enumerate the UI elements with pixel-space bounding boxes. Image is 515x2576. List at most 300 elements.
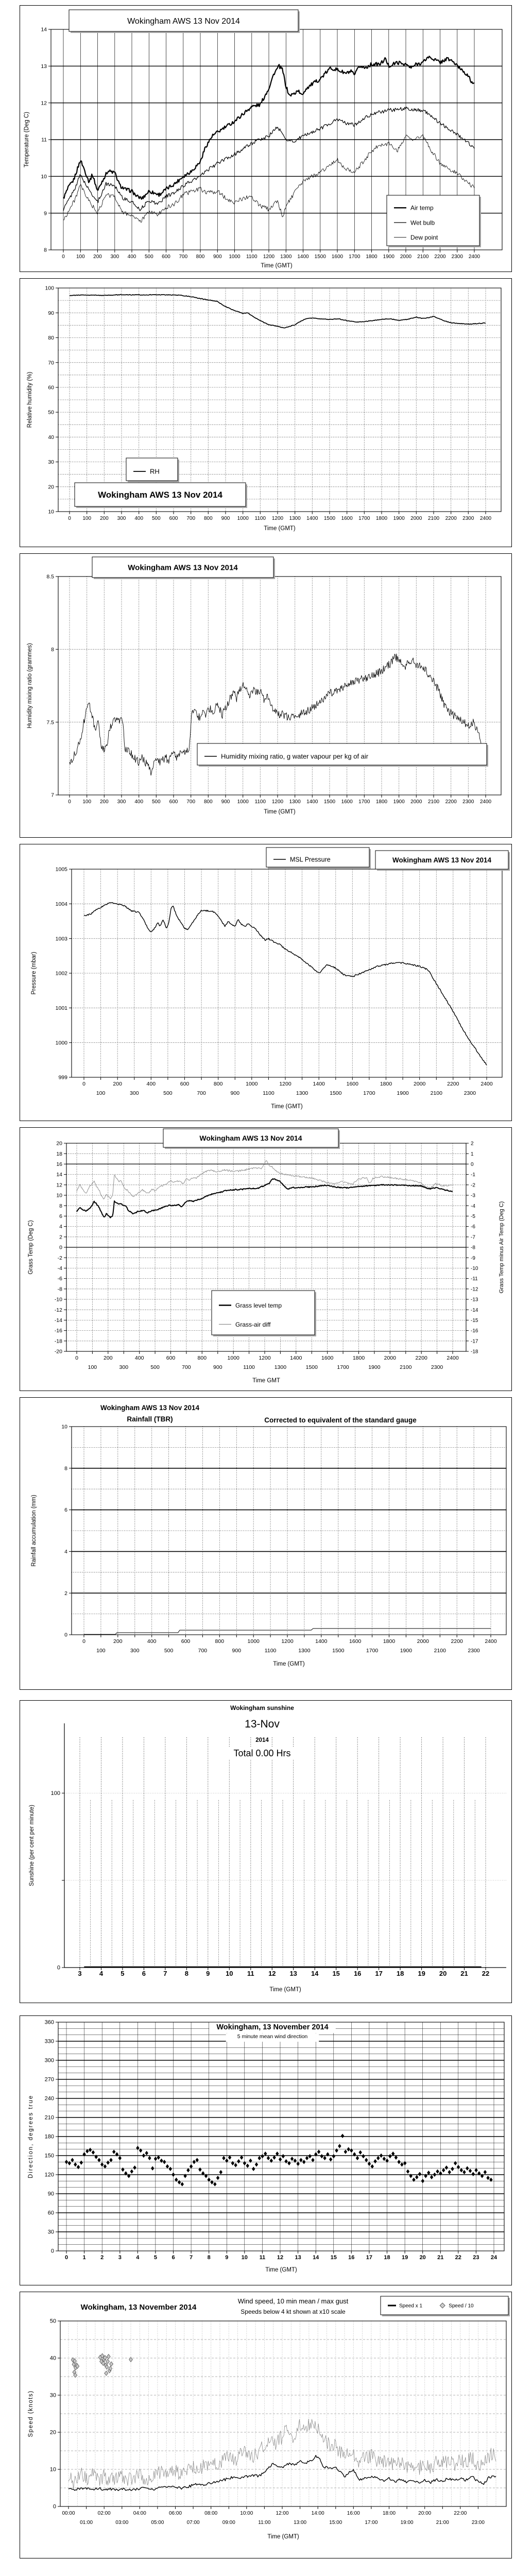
y-tick-label: 40 — [48, 434, 54, 440]
x-tick-label: 14:00 — [311, 2511, 324, 2516]
x-tick-label: 1300 — [280, 254, 292, 260]
x-tick-label: 1600 — [331, 254, 344, 260]
y-tick-label: 9 — [44, 210, 47, 217]
x-tick-label: 900 — [213, 254, 222, 260]
x-tick-label: 400 — [134, 516, 144, 521]
x-tick-label: 1500 — [314, 254, 326, 260]
y-axis-title: Grass Temp (Deg C) — [28, 1220, 34, 1275]
chart-text: 2014 — [255, 1737, 269, 1743]
axes — [28, 2020, 504, 2273]
chart-text: Wokingham, 13 November 2014 — [216, 2023, 329, 2031]
x-tick-label: 2300 — [451, 254, 463, 260]
y2-tick-label: 2 — [471, 1141, 474, 1147]
x-tick-label: 17 — [366, 2255, 373, 2261]
x-tick-label: 08:00 — [204, 2511, 218, 2516]
chart-text: 5 minute mean wind direction — [237, 2033, 308, 2040]
y-tick-label: 270 — [44, 2076, 54, 2083]
x-tick-label: 800 — [197, 1355, 207, 1361]
x-tick-label: 900 — [221, 799, 230, 805]
y-tick-label: 6 — [59, 1213, 62, 1219]
y-tick-label: 60 — [48, 384, 54, 391]
x-tick-label: 0 — [64, 2255, 68, 2261]
y-tick-label: -8 — [57, 1286, 62, 1293]
chart-title-box — [75, 483, 247, 508]
x-tick-label: 1900 — [368, 1364, 381, 1370]
x-tick-label: 2200 — [445, 799, 457, 805]
legend-label: Humidity mixing ratio, g water vapour per kg of air — [221, 752, 369, 760]
x-tick-label: 22 — [455, 2255, 461, 2261]
chart-title: Wokingham AWS 13 Nov 2014 — [127, 16, 240, 26]
x-tick-label: 5 — [121, 1970, 125, 1977]
grass-temperature-chart — [20, 1128, 511, 1391]
y-tick-label: 0 — [57, 1964, 60, 1971]
x-tick-label: 2000 — [400, 254, 412, 260]
x-tick-label: 300 — [119, 1364, 129, 1370]
y-tick-label: 12 — [41, 100, 47, 107]
rainfall-chart — [20, 1398, 511, 1689]
series — [65, 2134, 492, 2186]
x-tick-label: 400 — [147, 1638, 157, 1645]
x-tick-label: 4 — [136, 2255, 140, 2261]
x-tick-label: 10 — [241, 2255, 248, 2261]
x-tick-label: 1000 — [247, 1638, 260, 1645]
x-tick-label: 19:00 — [400, 2520, 414, 2526]
humidity-mixing-ratio-chart — [20, 554, 511, 837]
x-tick-label: 1400 — [306, 516, 318, 521]
x-tick-label: 700 — [182, 1364, 191, 1370]
x-tick-label: 800 — [196, 254, 205, 260]
chart-text: Speeds below 4 kt shown at x10 scale — [241, 2308, 346, 2315]
x-tick-label: 15 — [332, 1970, 340, 1977]
x-tick-label: 800 — [213, 1081, 223, 1087]
y-tick-label: 4 — [64, 1549, 67, 1555]
x-tick-label: 1800 — [380, 1081, 392, 1087]
y-tick-label: 8 — [64, 1465, 67, 1472]
x-tick-label: 10:00 — [240, 2511, 253, 2516]
x-tick-label: 1000 — [229, 254, 241, 260]
chart-text: 13-Nov — [245, 1718, 280, 1730]
x-tick-label: 200 — [104, 1355, 113, 1361]
x-tick-label: 0 — [62, 254, 65, 260]
x-tick-label: 1900 — [393, 516, 405, 521]
x-tick-label: 300 — [110, 254, 119, 260]
x-tick-label: 9 — [206, 1970, 210, 1977]
x-tick-label: 4 — [99, 1970, 104, 1977]
y-tick-label: 11 — [41, 137, 47, 143]
chart-text: Total 0.00 Hrs — [233, 1748, 291, 1758]
y-tick-label: 13 — [41, 63, 47, 70]
chart-title-box — [92, 557, 275, 579]
x-tick-label: 1000 — [237, 516, 249, 521]
x-tick-label: 200 — [113, 1081, 122, 1087]
x-tick-label: 11:00 — [258, 2520, 271, 2526]
x-tick-label: 17 — [375, 1970, 383, 1977]
x-tick-label: 500 — [151, 516, 161, 521]
x-tick-label: 0 — [68, 516, 71, 521]
x-tick-label: 12:00 — [276, 2511, 289, 2516]
y-tick-label: -6 — [57, 1276, 62, 1282]
y-tick-label: 20 — [49, 2429, 56, 2436]
chart-text: Wokingham sunshine — [230, 1704, 294, 1711]
x-tick-label: 2100 — [434, 1648, 446, 1654]
x-tick-label: 5 — [153, 2255, 157, 2261]
y-tick-label: 1001 — [55, 1005, 67, 1011]
y2-tick-label: -6 — [471, 1224, 475, 1230]
legend — [381, 2296, 510, 2316]
x-tick-label: 05:00 — [151, 2520, 164, 2526]
x-tick-label: 10 — [226, 1970, 233, 1977]
y2-tick-label: -7 — [471, 1234, 475, 1241]
x-tick-label: 800 — [203, 516, 213, 521]
y-tick-label: 150 — [44, 2153, 54, 2159]
chart-title: Wokingham AWS 13 Nov 2014 — [128, 563, 238, 572]
x-tick-label: 1400 — [297, 254, 309, 260]
x-tick-label: 1200 — [259, 1355, 271, 1361]
x-tick-label: 1000 — [246, 1081, 258, 1087]
x-tick-label: 1500 — [323, 799, 336, 805]
y-tick-label: 360 — [44, 2019, 54, 2026]
x-tick-label: 800 — [203, 799, 213, 805]
x-tick-label: 2400 — [480, 1081, 493, 1087]
y-tick-label: -20 — [54, 1348, 62, 1355]
y-tick-label: -4 — [57, 1265, 62, 1272]
x-tick-label: 900 — [230, 1090, 240, 1096]
y2-tick-label: -5 — [471, 1214, 475, 1219]
x-tick-label: 700 — [198, 1648, 208, 1654]
y-tick-label: 240 — [44, 2095, 54, 2102]
x-tick-label: 300 — [117, 516, 126, 521]
x-tick-label: 6 — [171, 2255, 175, 2261]
x-tick-label: 600 — [180, 1081, 190, 1087]
wind-speed-chart-panel — [20, 2292, 512, 2558]
x-tick-label: 500 — [164, 1648, 174, 1654]
x-tick-label: 1700 — [337, 1364, 349, 1370]
y-tick-label: 10 — [56, 1192, 62, 1199]
x-tick-label: 6 — [142, 1970, 146, 1977]
rainfall-chart-panel — [20, 1397, 512, 1690]
y-tick-label: 80 — [48, 335, 54, 341]
gridlines — [72, 1427, 506, 1635]
x-axis-title: Time GMT — [252, 1378, 280, 1384]
y-tick-label: -10 — [54, 1296, 62, 1303]
y-tick-label: 0 — [53, 2503, 56, 2510]
x-tick-label: 600 — [169, 516, 178, 521]
x-tick-label: 400 — [134, 799, 144, 805]
axes — [28, 2318, 506, 2540]
x-tick-label: 700 — [186, 516, 196, 521]
x-tick-label: 3 — [78, 1970, 82, 1977]
y-tick-label: 330 — [44, 2038, 54, 2045]
chart-text: Wokingham AWS 13 Nov 2014 — [100, 1404, 200, 1412]
x-tick-label: 1000 — [227, 1355, 239, 1361]
x-tick-label: 8 — [184, 1970, 189, 1977]
legend-label: MSL Pressure — [290, 856, 331, 863]
x-tick-label: 12 — [268, 1970, 276, 1977]
x-tick-label: 800 — [215, 1638, 225, 1645]
x-tick-label: 2200 — [445, 516, 457, 521]
x-tick-label: 1300 — [289, 799, 301, 805]
wind-direction-chart-panel — [20, 2015, 512, 2285]
x-tick-label: 03:00 — [115, 2520, 129, 2526]
y2-tick-label: -4 — [471, 1203, 475, 1209]
msl-pressure-chart — [20, 844, 511, 1121]
y-axis-title: Humidity mixing ratio (grammes) — [27, 643, 33, 728]
x-tick-label: 1700 — [358, 799, 370, 805]
y-tick-label: 18 — [56, 1150, 62, 1157]
y-tick-label: 14 — [56, 1172, 62, 1178]
x-tick-label: 01:00 — [80, 2520, 93, 2526]
y2-tick-label: -16 — [471, 1328, 478, 1334]
x-tick-label: 20 — [439, 1970, 447, 1977]
y-axis-title: Direction, degrees true — [28, 2094, 34, 2179]
x-tick-label: 1400 — [290, 1355, 302, 1361]
x-tick-label: 1700 — [363, 1090, 375, 1096]
x-tick-label: 1300 — [296, 1090, 308, 1096]
y-tick-label: 7 — [51, 792, 54, 799]
x-tick-label: 11 — [259, 2255, 266, 2261]
legend — [126, 458, 179, 482]
y-tick-label: 60 — [47, 2210, 54, 2216]
y-tick-label: 300 — [44, 2057, 54, 2064]
x-tick-label: 700 — [179, 254, 188, 260]
y2-tick-label: -18 — [471, 1349, 478, 1355]
y-tick-label: 10 — [41, 173, 47, 180]
y-tick-label: 4 — [59, 1224, 62, 1230]
relative-humidity-chart-panel — [20, 278, 512, 547]
x-tick-label: 200 — [99, 516, 109, 521]
x-tick-label: 16 — [353, 1970, 362, 1977]
x-tick-label: 100 — [82, 799, 92, 805]
chart-title-box — [69, 10, 300, 33]
y-tick-label: 1000 — [55, 1040, 67, 1046]
x-tick-label: 7 — [190, 2255, 193, 2261]
x-tick-label: 2400 — [485, 1638, 497, 1645]
y-tick-label: 100 — [45, 285, 54, 292]
max-gust-line — [68, 2419, 496, 2489]
y-tick-label: 20 — [48, 484, 54, 490]
x-tick-label: 15 — [330, 2255, 337, 2261]
x-tick-label: 2000 — [384, 1355, 396, 1361]
legend — [197, 743, 488, 767]
x-tick-label: 0 — [75, 1355, 78, 1361]
x-tick-label: 400 — [127, 254, 136, 260]
y-tick-label: 8 — [59, 1202, 62, 1209]
y-tick-label: -14 — [54, 1317, 62, 1324]
x-tick-label: 1800 — [352, 1355, 365, 1361]
chart-text: Wokingham, 13 November 2014 — [80, 2303, 197, 2312]
y-tick-label: 180 — [44, 2133, 54, 2140]
x-tick-label: 1100 — [246, 254, 258, 260]
y-tick-label: 0 — [50, 2248, 54, 2255]
x-tick-label: 2100 — [430, 1090, 442, 1096]
x-tick-label: 2000 — [417, 1638, 429, 1645]
x-tick-label: 18 — [396, 1970, 404, 1977]
x-tick-label: 600 — [166, 1355, 176, 1361]
x-tick-label: 1400 — [315, 1638, 328, 1645]
y-tick-label: 16 — [56, 1161, 62, 1167]
y-tick-label: 70 — [48, 360, 54, 366]
y2-tick-label: 1 — [471, 1151, 474, 1157]
x-tick-label: 1600 — [346, 1081, 358, 1087]
x-tick-label: 300 — [130, 1090, 139, 1096]
x-tick-label: 900 — [221, 516, 230, 521]
x-tick-label: 400 — [134, 1355, 144, 1361]
wind-speed-chart — [20, 2292, 511, 2558]
y2-tick-label: -1 — [471, 1172, 475, 1178]
x-tick-label: 17:00 — [365, 2520, 378, 2526]
x-tick-label: 200 — [93, 254, 102, 260]
x-tick-label: 1500 — [330, 1090, 342, 1096]
y2-tick-label: -15 — [471, 1318, 478, 1324]
x-tick-label: 14 — [311, 1970, 319, 1977]
x-tick-label: 100 — [96, 1090, 106, 1096]
y-tick-label: -16 — [54, 1328, 62, 1334]
x-tick-label: 1900 — [393, 799, 405, 805]
x-tick-label: 1100 — [254, 516, 266, 521]
x-tick-label: 06:00 — [168, 2511, 182, 2516]
speed-div-10-points — [71, 2353, 132, 2377]
x-tick-label: 1100 — [264, 1648, 277, 1654]
y-tick-label: 2 — [64, 1590, 67, 1597]
gridlines — [64, 1737, 506, 1968]
y-tick-label: -12 — [54, 1307, 62, 1313]
y2-tick-label: 0 — [471, 1162, 474, 1167]
msl-pressure-chart-panel — [20, 844, 512, 1121]
x-tick-label: 22 — [482, 1970, 490, 1977]
x-axis-title: Time (GMT) — [269, 1987, 301, 1993]
y-axis-title: Pressure (mbar) — [31, 952, 37, 995]
x-tick-label: 20:00 — [418, 2511, 432, 2516]
y-tick-label: 0 — [64, 1632, 67, 1638]
x-tick-label: 2000 — [414, 1081, 426, 1087]
x-tick-label: 500 — [151, 799, 161, 805]
y-tick-label: 120 — [44, 2172, 54, 2178]
y-tick-label: 10 — [49, 2466, 56, 2473]
x-tick-label: 300 — [117, 799, 126, 805]
x-tick-label: 00:00 — [62, 2511, 75, 2516]
chart-title-box — [163, 1129, 340, 1149]
x-tick-label: 2100 — [427, 516, 440, 521]
y2-tick-label: -17 — [471, 1338, 478, 1345]
x-tick-label: 21:00 — [436, 2520, 449, 2526]
legend-label: Grass-air diff — [235, 1320, 271, 1328]
x-tick-label: 1500 — [305, 1364, 318, 1370]
x-tick-label: 18 — [384, 2255, 390, 2261]
y2-tick-label: -14 — [471, 1307, 478, 1313]
x-tick-label: 0 — [82, 1081, 85, 1087]
chart-title: Wokingham AWS 13 Nov 2014 — [199, 1134, 302, 1143]
x-tick-label: 1300 — [298, 1648, 311, 1654]
x-tick-label: 1900 — [400, 1648, 413, 1654]
x-tick-label: 2100 — [417, 254, 429, 260]
x-tick-label: 100 — [96, 1648, 106, 1654]
y-tick-label: 6 — [64, 1507, 67, 1514]
y-tick-label: 1004 — [55, 901, 67, 907]
legend-label: Speed x 1 — [399, 2303, 423, 2309]
x-tick-label: 15:00 — [329, 2520, 342, 2526]
x-tick-label: 600 — [169, 799, 178, 805]
legend-label: Air temp — [410, 204, 434, 212]
air-temperature-chart — [20, 6, 511, 272]
x-tick-label: 1500 — [332, 1648, 345, 1654]
x-axis-title: Time (GMT) — [261, 263, 293, 269]
axes — [31, 1424, 506, 1667]
y-tick-label: 8.5 — [46, 573, 54, 580]
x-tick-label: 400 — [146, 1081, 156, 1087]
y-tick-label: 8 — [44, 247, 47, 253]
x-tick-label: 900 — [232, 1648, 242, 1654]
x-tick-label: 1300 — [289, 516, 301, 521]
x-tick-label: 11 — [247, 1970, 254, 1977]
axes — [27, 574, 501, 815]
y-tick-label: 90 — [47, 2191, 54, 2197]
y2-tick-label: -11 — [471, 1276, 478, 1282]
sunshine-chart-panel — [20, 1700, 512, 2003]
gridlines — [58, 2022, 504, 2251]
x-axis-title: Time (GMT) — [273, 1661, 305, 1667]
x-tick-label: 16 — [348, 2255, 355, 2261]
y-tick-label: 0 — [59, 1244, 62, 1251]
chart-text: Wind speed, 10 min mean / max gust — [237, 2297, 349, 2305]
x-tick-label: 2200 — [415, 1355, 427, 1361]
x-tick-label: 1300 — [274, 1364, 287, 1370]
x-tick-label: 2400 — [479, 799, 492, 805]
legend — [212, 1291, 316, 1336]
x-tick-label: 1800 — [366, 254, 377, 260]
y-tick-label: -18 — [54, 1338, 62, 1345]
x-tick-label: 20 — [419, 2255, 426, 2261]
x-axis-title: Time (GMT) — [265, 2267, 297, 2273]
wind-direction-points — [65, 2134, 492, 2186]
x-tick-label: 21 — [460, 1970, 468, 1977]
x-tick-label: 1700 — [358, 516, 370, 521]
x-tick-label: 200 — [99, 799, 109, 805]
x-tick-label: 2200 — [434, 254, 446, 260]
y2-tick-label: -9 — [471, 1255, 475, 1261]
x-axis-title: Time (GMT) — [264, 809, 296, 815]
x-tick-label: 500 — [144, 254, 153, 260]
chart-text: Corrected to equivalent of the standard gauge — [264, 1416, 417, 1424]
x-tick-label: 1200 — [279, 1081, 291, 1087]
x-tick-label: 12 — [277, 2255, 284, 2261]
x-tick-label: 19 — [401, 2255, 408, 2261]
x-tick-label: 1800 — [383, 1638, 396, 1645]
x-tick-label: 600 — [162, 254, 170, 260]
y-axis-title: Sunshine (per cent per minute) — [29, 1805, 35, 1886]
chart-text: Rainfall (TBR) — [127, 1415, 173, 1423]
y2-tick-label: -2 — [471, 1182, 475, 1189]
series — [84, 903, 487, 1065]
y-tick-label: 1002 — [55, 970, 67, 977]
legend-label: RH — [150, 467, 160, 476]
y-tick-label: 1005 — [55, 866, 67, 873]
x-tick-label: 2 — [100, 2255, 104, 2261]
legend — [266, 848, 371, 869]
y-axis-title: Rainfall accumulation (mm) — [31, 1495, 37, 1567]
x-tick-label: 2000 — [410, 799, 422, 805]
y-tick-label: 2 — [59, 1234, 62, 1241]
y-tick-label: 30 — [47, 2229, 54, 2235]
x-tick-label: 23:00 — [471, 2520, 485, 2526]
y-axis-title: Relative humidity (%) — [27, 371, 33, 428]
x-tick-label: 2400 — [468, 254, 480, 260]
x-tick-label: 2400 — [447, 1355, 459, 1361]
x-tick-label: 200 — [113, 1638, 123, 1645]
y-tick-label: 20 — [56, 1140, 62, 1147]
grass-temperature-chart-panel — [20, 1127, 512, 1391]
x-tick-label: 500 — [150, 1364, 160, 1370]
x-tick-label: 1900 — [397, 1090, 409, 1096]
